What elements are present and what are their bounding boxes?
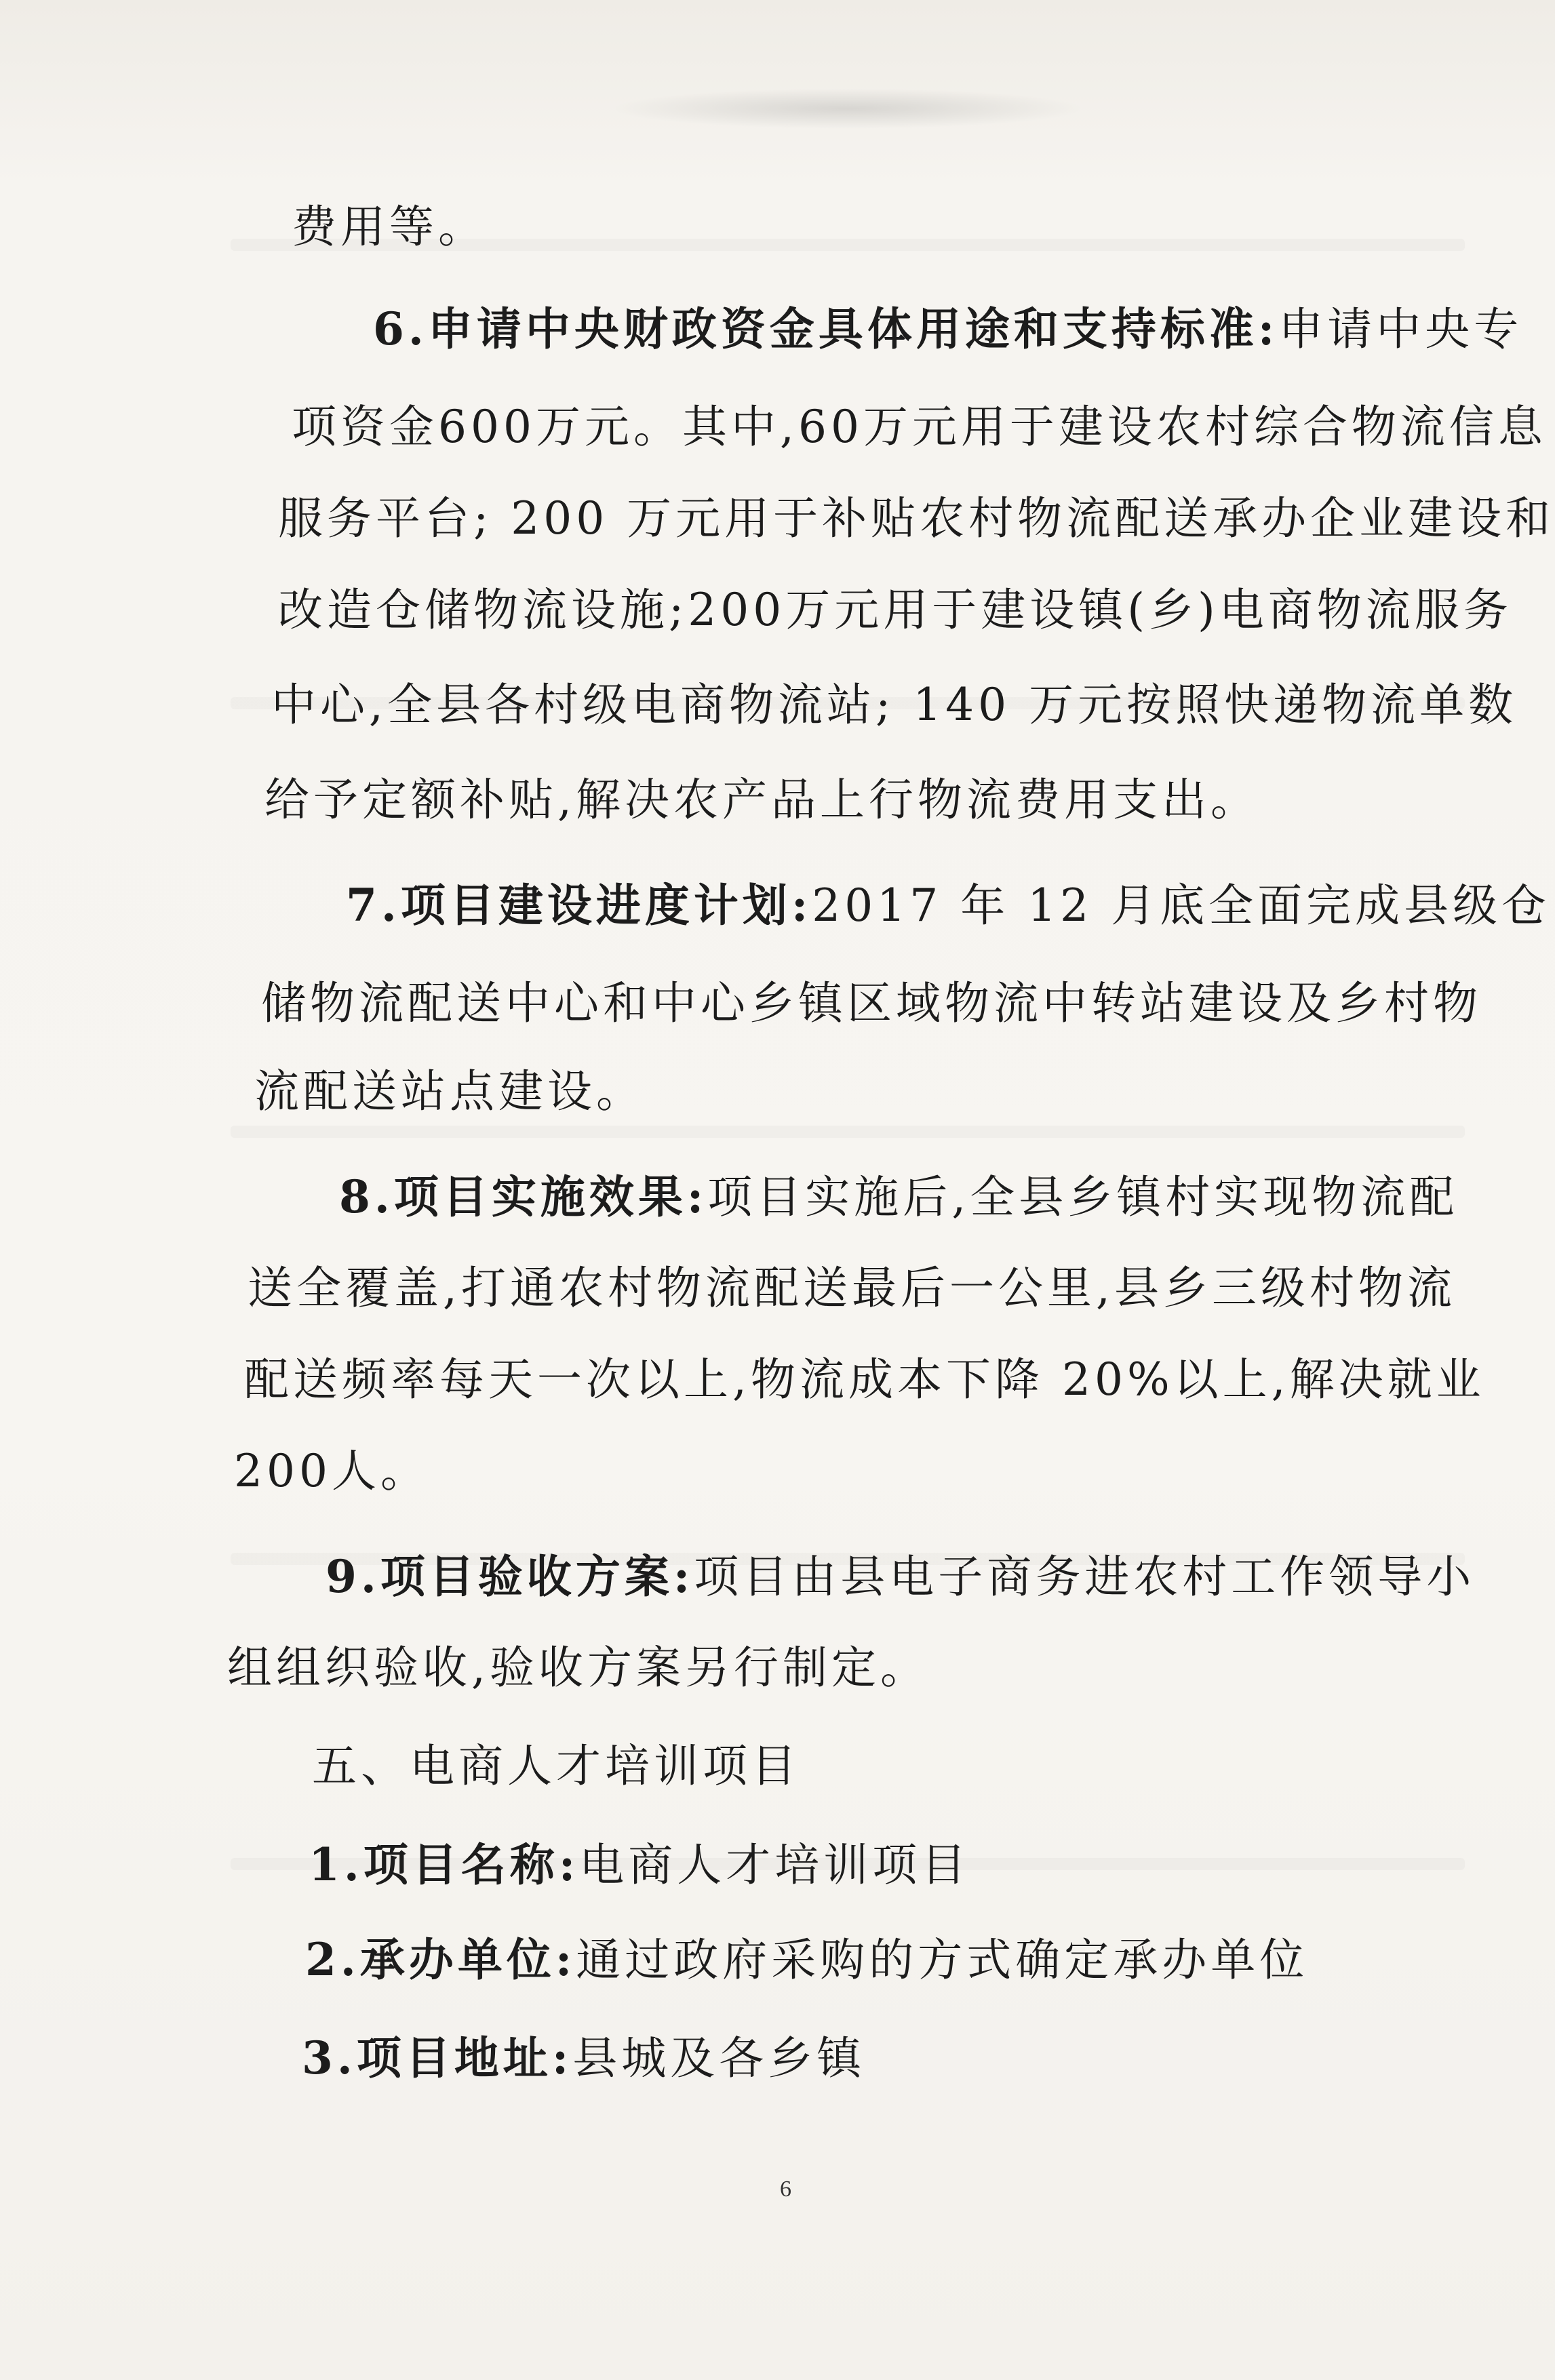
line-text: 中心,全县各村级电商物流站; 140 万元按照快递物流单数 [271, 679, 1518, 731]
item-heading: 8.项目实施效果: [339, 1170, 708, 1223]
text-line [309, 1834, 970, 1896]
line-text: 项目实施后,全县乡镇村实现物流配 [707, 1171, 1459, 1223]
line-text: 送全覆盖,打通农村物流配送最后一公里,县乡三级村物流 [248, 1262, 1456, 1314]
text-line [254, 1061, 645, 1122]
text-line [292, 397, 1547, 458]
text-line [278, 580, 1512, 641]
line-text: 配送频率每天一次以上,物流成本下降 20%以上,解决就业 [244, 1353, 1485, 1406]
item-heading: 9.项目验收方案: [326, 1550, 694, 1603]
item-heading: 7.项目建设进度计划: [346, 879, 812, 932]
text-line [248, 1258, 1456, 1319]
line-text: 五、电商人才培训项目 [312, 1740, 800, 1792]
line-text: 储物流配送中心和中心乡镇区域物流中转站建设及乡村物 [261, 977, 1482, 1029]
line-text: 项资金600万元。其中,60万元用于建设农村综合物流信息 [292, 401, 1547, 453]
text-line [305, 1929, 1308, 1991]
line-text: 通过政府采购的方式确定承办单位 [576, 1934, 1309, 1986]
text-line [339, 1166, 1458, 1228]
text-line [302, 2027, 865, 2089]
line-text: 申请中央专 [1278, 303, 1523, 355]
line-text: 改造仓储物流设施;200万元用于建设镇(乡)电商物流服务 [278, 584, 1512, 636]
item-heading: 6.申请中央财政资金具体用途和支持标准: [373, 302, 1279, 355]
item-heading: 1.项目名称: [309, 1838, 580, 1891]
text-line [227, 1638, 929, 1699]
text-line [278, 488, 1554, 549]
line-text: 给予定额补贴,解决农产品上行物流费用支出。 [264, 774, 1259, 826]
line-text: 县城及各乡镇 [572, 2032, 866, 2084]
text-line [346, 875, 1550, 936]
line-text: 费用等。 [292, 201, 487, 253]
text-line [234, 1441, 429, 1502]
line-text: 项目由县电子商务进农村工作领导小 [694, 1551, 1476, 1603]
text-line [261, 973, 1482, 1034]
item-heading: 2.承办单位: [305, 1933, 576, 1986]
scan-smudge [610, 88, 1085, 129]
text-line [292, 197, 487, 258]
bleed-through-band [231, 1126, 1465, 1138]
line-text: 200人。 [234, 1445, 429, 1497]
line-text: 电商人才培训项目 [579, 1839, 970, 1891]
text-line [271, 675, 1517, 736]
line-text: 2017 年 12 月底全面完成县级仓 [812, 879, 1551, 932]
text-line [326, 1546, 1475, 1608]
section-heading [312, 1736, 800, 1797]
line-text: 服务平台; 200 万元用于补贴农村物流配送承办企业建设和 [278, 492, 1555, 544]
line-text: 流配送站点建设。 [254, 1065, 645, 1117]
line-text: 组组织验收,验收方案另行制定。 [227, 1642, 929, 1694]
text-line [244, 1349, 1485, 1410]
text-line [373, 298, 1522, 360]
page-number: 6 [780, 2177, 791, 2202]
item-heading: 3.项目地址: [302, 2031, 573, 2084]
text-line [264, 770, 1259, 831]
